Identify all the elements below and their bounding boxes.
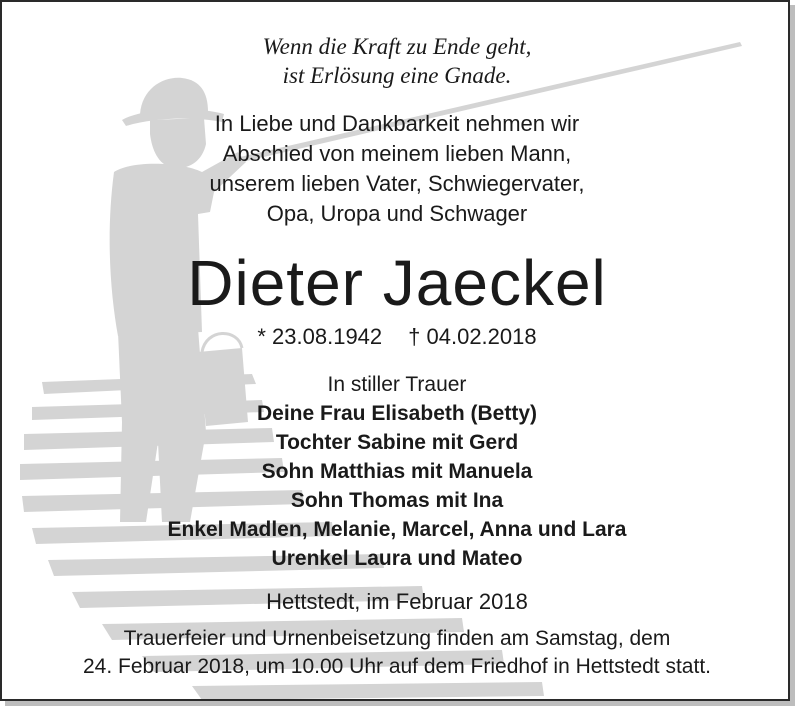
death-date: † 04.02.2018 — [408, 324, 537, 349]
family-member-2: Tochter Sabine mit Gerd — [275, 431, 519, 454]
family-member-6: Urenkel Laura und Mateo — [271, 547, 523, 570]
birth-date: * 23.08.1942 — [257, 324, 383, 349]
funeral-note-line-2: 24. Februar 2018, um 10.00 Uhr auf dem Friedhof in Hettstedt statt. — [82, 655, 711, 678]
intro-line-4: Opa, Uropa und Schwager — [266, 201, 528, 226]
life-dates — [2, 322, 790, 352]
obituary-content — [2, 2, 790, 701]
family-member-5: Enkel Madlen, Melanie, Marcel, Anna und Lara — [167, 518, 627, 541]
intro-line-3: unserem lieben Vater, Schwiegervater, — [209, 171, 585, 196]
family-member-1: Deine Frau Elisabeth (Betty) — [256, 402, 538, 425]
intro-line-1: In Liebe und Dankbarkeit nehmen wir — [214, 111, 580, 136]
intro-line-2: Abschied von meinem lieben Mann, — [222, 141, 572, 166]
family-member-4: Sohn Thomas mit Ina — [290, 489, 504, 512]
funeral-note-line-1: Trauerfeier und Urnenbeisetzung finden am Samstag, dem — [123, 627, 671, 650]
deceased-name: Dieter Jaeckel — [187, 247, 607, 319]
family-member-3: Sohn Matthias mit Manuela — [261, 460, 533, 483]
quote-line-1: Wenn die Kraft zu Ende geht, — [262, 34, 532, 59]
place-date: Hettstedt, im Februar 2018 — [266, 589, 528, 614]
mourning-heading: In stiller Trauer — [327, 373, 467, 396]
quote-line-2: ist Erlösung eine Gnade. — [282, 63, 512, 88]
